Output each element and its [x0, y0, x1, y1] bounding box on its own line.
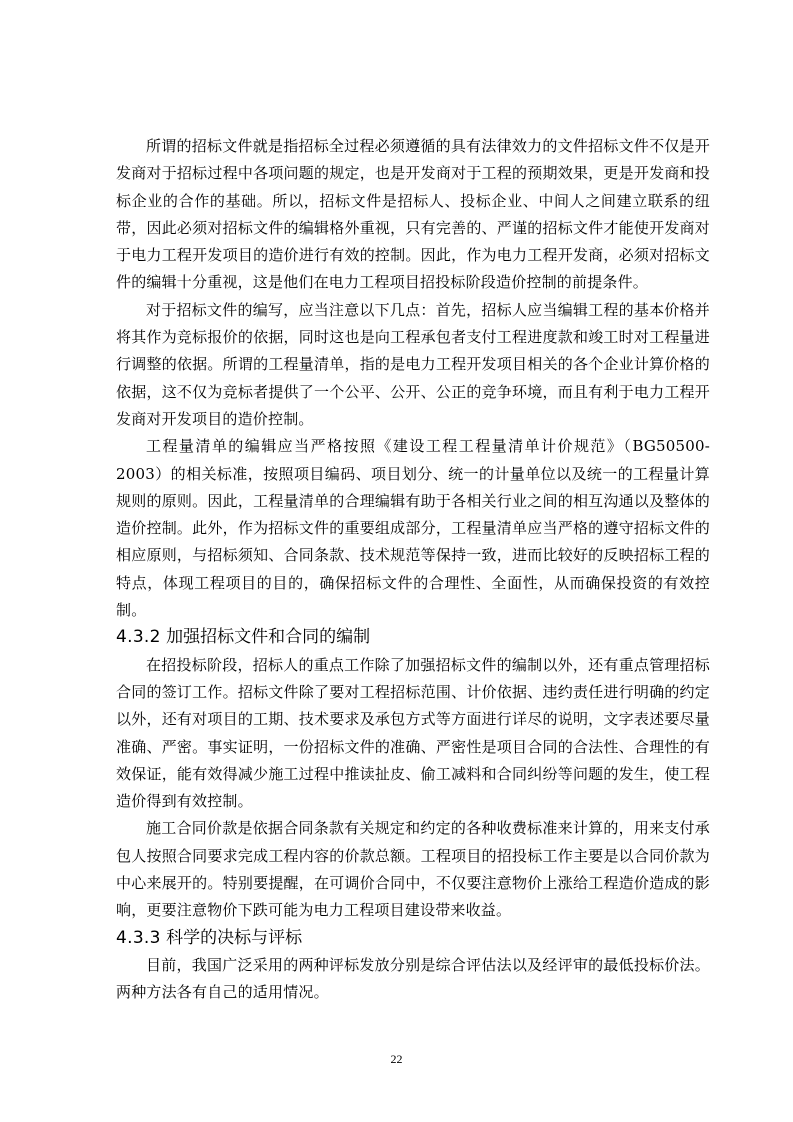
- paragraph-bidding-stage-contracts: 在招投标阶段，招标人的重点工作除了加强招标文件的编制以外，还有重点管理招标合同的签订工作。招标文件除了要对工程招标范围、计价依据、违约责任进行明确的约定以外，还有对项目的工期、技术要求及承包方式等方面进行详尽的说明，文字表述要尽量准确、严密。事实证明，一份招标文件的准确、严密性是项目合同的合法性、合理性的有效保证，能有效得减少施工过程中推读扯皮、偷工减料和合同纠纷等问题的发生，使工程造价得到有效控制。: [116, 655, 710, 811]
- paragraph-contract-price: 施工合同价款是依据合同条款有关规定和约定的各种收费标准来计算的，用来支付承包人按照合同要求完成工程内容的价款总额。工程项目的招投标工作主要是以合同价款为中心来展开的。特别要提醒，在可调价合同中，不仅要注意物价上涨给工程造价造成的影响，更要注意物价下跌可能为电力工程项目建设带来收益。: [116, 819, 710, 920]
- section-heading-4-3-2: [116, 624, 710, 651]
- section-number: 4.3.2: [116, 627, 161, 648]
- section-heading-4-3-3: [116, 925, 710, 952]
- paragraph-bill-of-quantities: 工程量清单的编辑应当严格按照《建设工程工程量清单计价规范》（BG50500-2003）的相关标准，按照项目编码、项目划分、统一的计量单位以及统一的工程量计算规则的原则。因此，工程量清单的合理编辑有助于各相关行业之间的相互沟通以及整体的造价控制。此外，作为招标文件的重要组成部分，工程量清单应当严格的遵守招标文件的相应原则，与招标须知、合同条款、技术规范等保持一致，进而比较好的反映招标工程的特点，体现工程项目的目的，确保招标文件的合理性、全面性，从而确保投资的有效控制。: [116, 437, 710, 620]
- document-body: [116, 133, 710, 1007]
- section-number: 4.3.3: [116, 927, 161, 948]
- paragraph-tender-document-definition: 所谓的招标文件就是指招标全过程必须遵循的具有法律效力的文件招标文件不仅是开发商对于招标过程中各项问题的规定，也是开发商对于工程的预期效果，更是开发商和投标企业的合作的基础。所以，招标文件是招标人、投标企业、中间人之间建立联系的纽带，因此必须对招标文件的编辑格外重视，只有完善的、严谨的招标文件才能使开发商对于电力工程开发项目的造价进行有效的控制。因此，作为电力工程开发商，必须对招标文件的编辑十分重视，这是他们在电力工程项目招投标阶段造价控制的前提条件。: [116, 137, 710, 292]
- paragraph-evaluation-methods: 目前，我国广泛采用的两种评标发放分别是综合评估法以及经评审的最低投标价法。两种方法各有自己的适用情况。: [116, 955, 710, 1002]
- paragraph-tender-document-writing: 对于招标文件的编写，应当注意以下几点：首先，招标人应当编辑工程的基本价格并将其作为竞标报价的依据，同时这也是向工程承包者支付工程进度款和竣工时对工程量进行调整的依据。所谓的工程量清单，指的是电力工程开发项目相关的各个企业计算价格的依据，这不仅为竞标者提供了一个公平、公开、公正的竞争环境，而且有利于电力工程开发商对开发项目的造价控制。: [116, 300, 710, 428]
- section-title: 科学的决标与评标: [166, 927, 303, 948]
- page-number: 22: [390, 1052, 403, 1066]
- section-title: 加强招标文件和合同的编制: [166, 627, 371, 648]
